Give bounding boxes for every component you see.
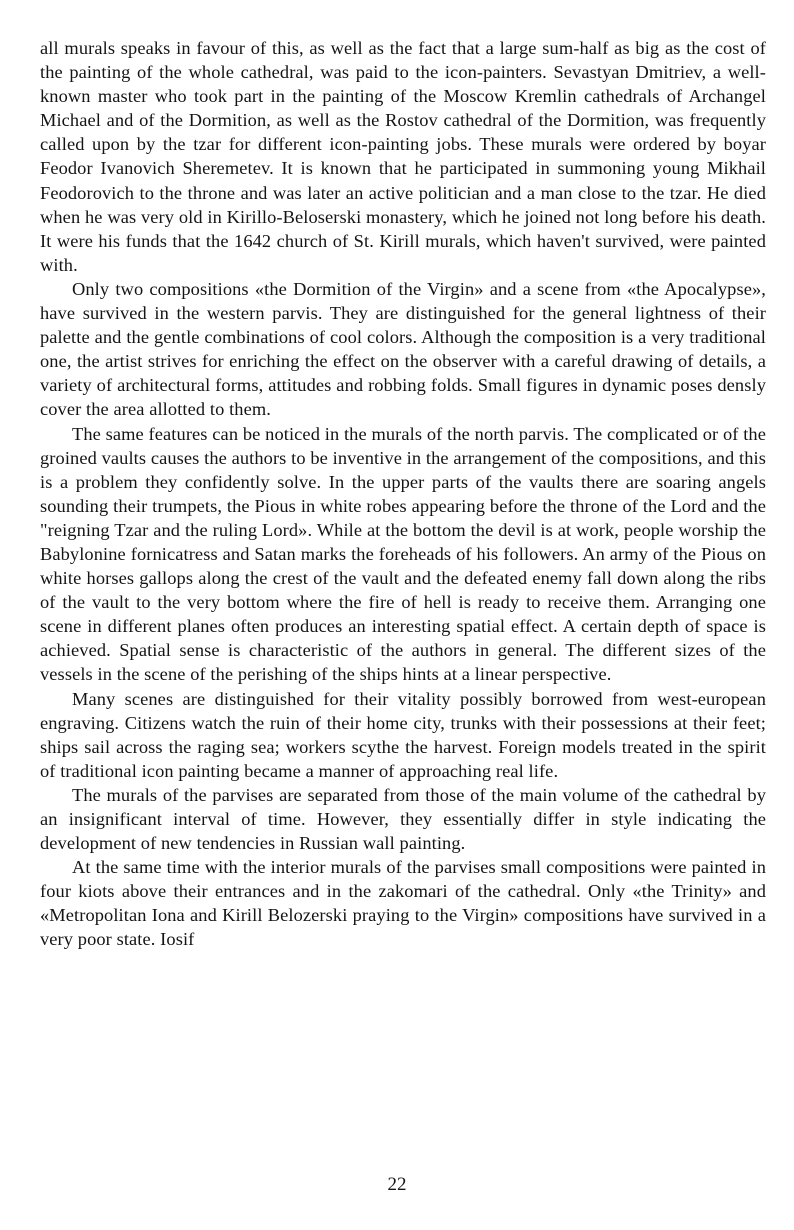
paragraph-5: The murals of the parvises are separated from those of the main volume of the cathedral by an insignificant interval of time. However, they essentially differ in style indicating the development of new tendencies in Russian wall painting. (40, 784, 766, 854)
paragraph-2: Only two compositions «the Dormition of the Virgin» and a scene from «the Apocalypse», have survived in the western parvis. They are distinguished for the general lightness of their palette and the gentle combinations of cool colors. Although the composition is a very traditional one, the artist strives for enriching the effect on the observer with a careful drawing of details, a variety of architectural forms, attitudes and robbing folds. Small figures in dynamic poses densly cover the area allotted to them. (40, 278, 766, 420)
paragraph-4: Many scenes are distinguished for their vitality possibly borrowed from west-european engraving. Citizens watch the ruin of their home city, trunks with their possessions at their feet; ships sail across the raging sea; workers scythe the harvest. Foreign models treated in the spirit of traditional icon painting became a manner of approaching real life. (40, 688, 766, 781)
paragraph-3: The same features can be noticed in the murals of the north parvis. The complicated or of the groined vaults causes the authors to be inventive in the arrangement of the compositions, and this is a problem they confidently solve. In the upper parts of the vaults there are soaring angels sounding their trumpets, the Pious in white robes appearing before the throne of the Lord and the "reigning Tzar and the ruling Lord». While at the bottom the devil is at work, people worship the Babylonine fornicatress and Satan marks the foreheads of his followers. An army of the Pious on white horses gallops along the crest of the vault and the defeated enemy fall down along the ribs of the vault to the very bottom where the fire of hell is ready to receive them. Arranging one scene in different planes often produces an interesting spatial effect. A certain depth of space is achieved. Spatial sense is characteristic of the authors in general. The different sizes of the vessels in the scene of the perishing of the ships hints at a linear perspective. (40, 423, 766, 685)
page-body (40, 36, 766, 952)
paragraph-1: all murals speaks in favour of this, as well as the fact that a large sum-half as big as the cost of the painting of the whole cathedral, was paid to the icon-painters. Sevastyan Dmitriev, a well-known master who took part in the painting of the Moscow Kremlin cathedrals of Archangel Michael and of the Dormition, as well as the Rostov cathedral of the Dormition, was frequently called upon by the tzar for different icon-painting jobs. These murals were ordered by boyar Feodor Ivanovich Sheremetev. It is known that he participated in summoning young Mikhail Feodorovich to the throne and was later an active politician and a man close to the tzar. He died when he was very old in Kirillo-Beloserski monastery, which he joined not long before his death. It were his funds that the 1642 church of St. Kirill murals, which haven't survived, were painted with. (40, 38, 766, 275)
paragraph-6: At the same time with the interior murals of the parvises small compositions were painted in four kiots above their entrances and in the zakomari of the cathedral. Only «the Trinity» and «Metropolitan Iona and Kirill Belozerski praying to the Virgin» compositions have survived in a very poor state. Iosif (40, 857, 766, 950)
page-number: 22 (387, 1174, 407, 1195)
